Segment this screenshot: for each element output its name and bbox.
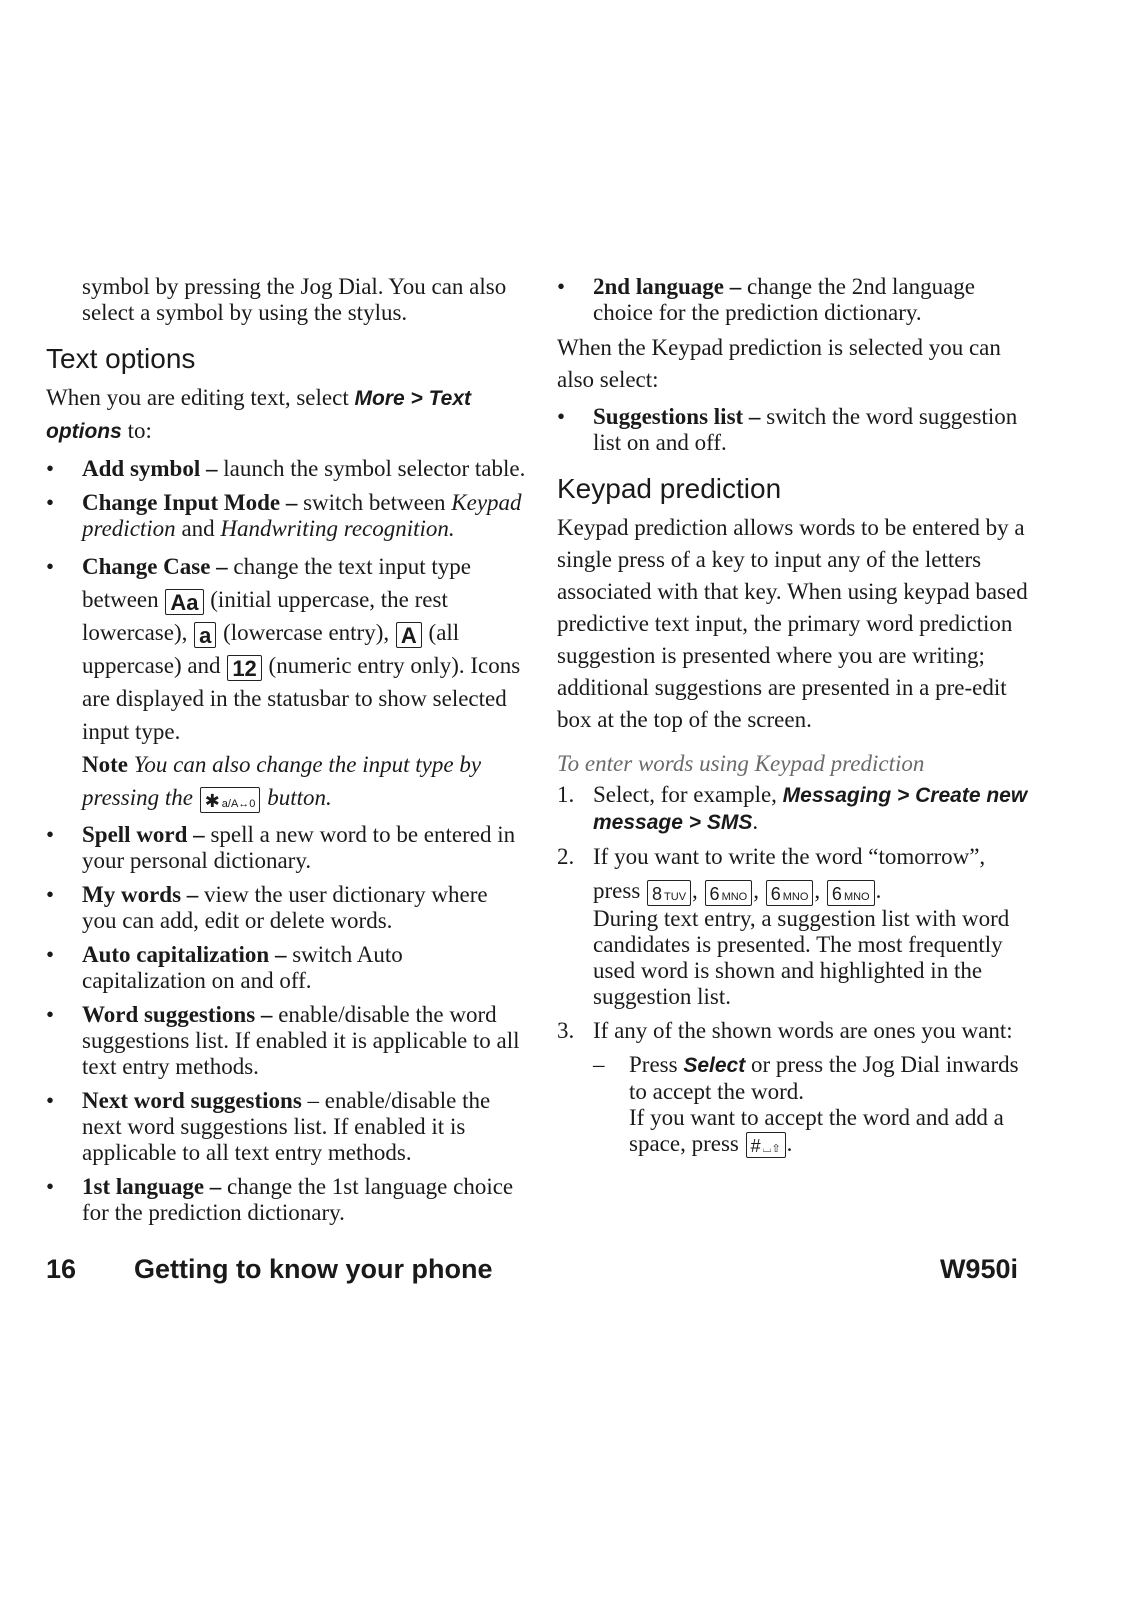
right-column bbox=[557, 274, 1037, 1158]
list-item-word-suggestions: • Word suggestions – enable/disable the word suggestions list. If enabled it is applicable to all text entry methods. bbox=[46, 1002, 526, 1080]
list-item-change-input-mode: • Change Input Mode – switch between Keypad prediction and Handwriting recognition. bbox=[46, 490, 526, 542]
lead-pre: When you are editing text, select bbox=[46, 385, 349, 410]
text-options-lead bbox=[46, 382, 526, 448]
list-item-1st-language: • 1st language – change the 1st language choice for the prediction dictionary. bbox=[46, 1174, 526, 1226]
lowercase-icon: a bbox=[194, 622, 216, 648]
menu-path-messaging: Messaging > Create new message > SMS bbox=[593, 784, 1028, 834]
keypad-prediction-body: Keypad prediction allows words to be entered by a single press of a key to input any of the letters associated with that key. When using keypad based predictive text input, the primary word prediction suggestion is presented where you are writing; additional suggestions are presented in a pre-edit box at the top of the screen. bbox=[557, 515, 1028, 732]
section-heading-keypad-prediction: Keypad prediction bbox=[557, 473, 782, 504]
initial-uppercase-icon: Aa bbox=[165, 589, 203, 615]
key-6-mno-icon: 6 MNO bbox=[827, 880, 875, 906]
list-item-auto-capitalization: • Auto capitalization – switch Auto capitalization on and off. bbox=[46, 942, 526, 994]
uppercase-icon: A bbox=[396, 622, 422, 648]
list-item-2nd-language: • 2nd language – change the 2nd language choice for the prediction dictionary. bbox=[557, 274, 1037, 326]
step-3: 3. If any of the shown words are ones you want: bbox=[557, 1017, 1013, 1043]
list-item-suggestions-list: • Suggestions list – switch the word suggestion list on and off. bbox=[557, 404, 1037, 456]
note-label: Note bbox=[82, 752, 128, 777]
sub-step-accept: – Press Select or press the Jog Dial inwards to accept the word. If you want to accept the word and add a space, press # ⌴⇧ . bbox=[593, 1051, 1019, 1157]
menu-path: More > Text options bbox=[46, 387, 472, 443]
chapter-title: Getting to know your phone bbox=[134, 1254, 493, 1284]
left-column bbox=[46, 274, 526, 1226]
key-6-mno-icon: 6 MNO bbox=[705, 880, 753, 906]
star-key-icon: ✱ a/A↔0 bbox=[200, 787, 261, 813]
keypad-selected-text: When the Keypad prediction is selected you can also select: bbox=[557, 335, 1001, 392]
section-heading-text-options: Text options bbox=[46, 343, 196, 374]
key-6-mno-icon: 6 MNO bbox=[766, 880, 814, 906]
step-2: 2. If you want to write the word “tomorrow”, press 8 TUV , 6 MNO , 6 MNO , 6 MNO . During text entry, a suggestion list with word candidates is presented. The most frequently used word is shown and highlighted in the suggestion list. bbox=[557, 844, 1010, 1009]
key-8-tuv-icon: 8 TUV bbox=[647, 880, 691, 906]
hash-space-key-icon: # ⌴⇧ bbox=[746, 1132, 786, 1158]
list-item-next-word-suggestions: • Next word suggestions – enable/disable the next word suggestions list. If enabled it is applicable to all text entry methods. bbox=[46, 1088, 526, 1166]
list-item-my-words: • My words – view the user dictionary where you can add, edit or delete words. bbox=[46, 882, 526, 934]
list-item-change-case: • Change Case – change the text input type between Aa (initial uppercase, the rest lowercase), a (lowercase entry), A (all uppercase) and 12 (numeric entry only). Icons are displayed in the statusbar to show selected input type. Note You can also change the input type by pressing the ✱ a/A↔0 button. bbox=[46, 550, 526, 814]
step-1: 1. Select, for example, Messaging > Create new message > SMS. bbox=[557, 782, 1028, 834]
list-item-spell-word: • Spell word – spell a new word to be entered in your personal dictionary. bbox=[46, 822, 526, 874]
model-name: W950i bbox=[939, 1254, 1018, 1284]
list-item-add-symbol: • Add symbol – launch the symbol selector table. bbox=[46, 456, 526, 482]
intro-text: symbol by pressing the Jog Dial. You can also select a symbol by using the stylus. bbox=[82, 274, 507, 325]
lead-post: to: bbox=[127, 418, 152, 443]
page-number: 16 bbox=[46, 1254, 77, 1284]
select-softkey-label: Select bbox=[683, 1053, 746, 1077]
numeric-icon: 12 bbox=[227, 655, 261, 681]
procedure-title: To enter words using Keypad prediction bbox=[557, 751, 925, 776]
